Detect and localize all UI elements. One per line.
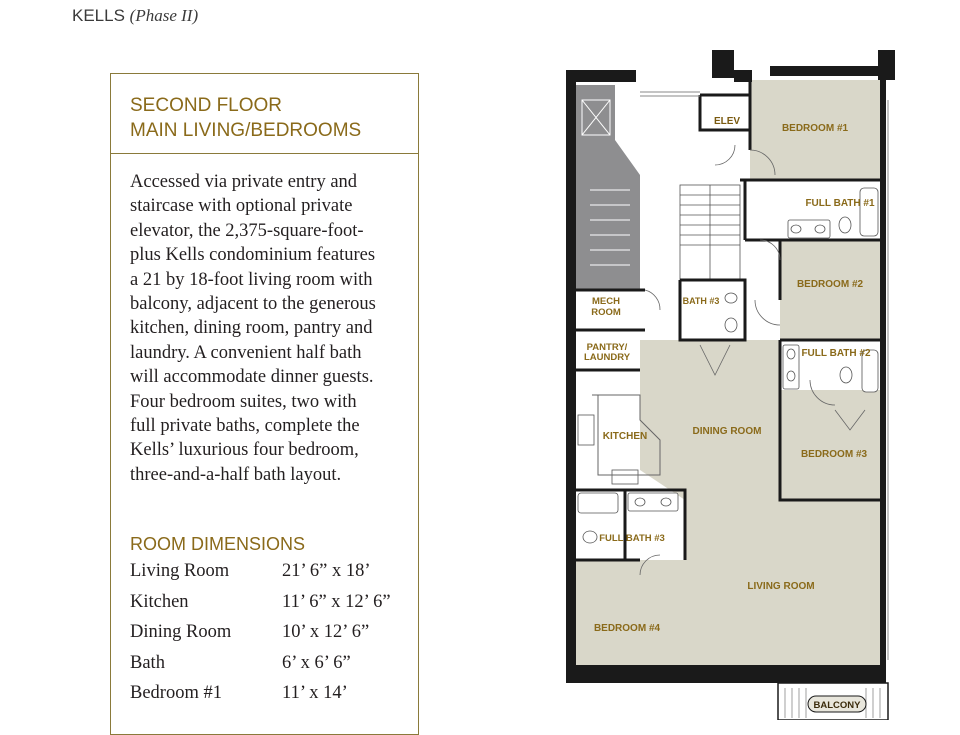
info-panel (110, 73, 419, 735)
wall-north-pier (712, 50, 734, 78)
wall-north-1 (566, 70, 636, 82)
label-elev: ELEV (713, 116, 741, 127)
dimension-size: 10’ x 12’ 6” (282, 622, 370, 642)
label-mech-line2: ROOM (591, 307, 621, 318)
bath3-walls (680, 280, 745, 340)
dimensions-title: ROOM DIMENSIONS (130, 534, 306, 554)
header-subtitle: (Phase II) (129, 6, 199, 25)
page-header (72, 6, 198, 26)
toilet-icon (839, 217, 851, 233)
panel-title (111, 74, 418, 154)
label-living: LIVING ROOM (747, 581, 815, 592)
sink-icon (787, 371, 795, 381)
description-line: Accessed via private entry and (130, 172, 358, 192)
label-bedroom1: BEDROOM #1 (781, 123, 849, 134)
description-line: balcony, adjacent to the generous (130, 294, 376, 315)
sink-icon (815, 225, 825, 233)
door-swing (715, 145, 735, 165)
sink-icon (725, 293, 737, 303)
sink-icon (635, 498, 645, 506)
label-kitchen: KITCHEN (602, 431, 648, 442)
stair-core (575, 85, 640, 290)
dimension-room: Living Room (130, 561, 230, 581)
description-line: staircase with optional private (130, 196, 353, 217)
label-pantry-line2: LAUNDRY (583, 352, 631, 363)
description (130, 170, 405, 487)
label-bath3: BATH #3 (682, 296, 720, 306)
wall-south (566, 665, 886, 683)
dimension-room: Dining Room (130, 622, 232, 642)
panel-title-line1: SECOND FLOOR (130, 95, 283, 116)
description-line: elevator, the 2,375-square-foot- (130, 220, 364, 241)
toilet-icon (840, 367, 852, 383)
label-dining: DINING ROOM (692, 426, 762, 437)
wall-west (566, 70, 576, 680)
label-bedroom2: BEDROOM #2 (796, 279, 864, 290)
toilet-icon (725, 318, 737, 332)
header-title: KELLS (72, 6, 125, 25)
dimension-room: Kitchen (130, 591, 189, 612)
dimension-size: 21’ 6” x 18’ (282, 561, 371, 581)
description-line: laundry. A convenient half bath (130, 342, 362, 363)
kitchen-sink-icon (612, 470, 638, 484)
label-mech-line1: MECH (592, 296, 620, 307)
description-line: Four bedroom suites, two with (130, 391, 357, 412)
panel-title-line2: MAIN LIVING/BEDROOMS (130, 120, 362, 141)
sink-icon (791, 225, 801, 233)
range-icon (578, 415, 594, 445)
label-fullbath2: FULL BATH #2 (801, 348, 871, 359)
bedroom4-fill (575, 560, 685, 665)
label-fullbath3: FULL BATH #3 (599, 533, 665, 544)
label-balcony: BALCONY (813, 700, 861, 711)
floor-plan (560, 40, 910, 720)
dimension-size: 11’ x 14’ (282, 683, 348, 703)
description-line: three-and-a-half bath layout. (130, 464, 342, 485)
wall-east (880, 75, 886, 680)
door-swing (755, 300, 780, 325)
door-swing (760, 240, 780, 260)
description-line: full private baths, complete the (130, 416, 360, 437)
label-bedroom3: BEDROOM #3 (800, 449, 868, 460)
door-swing (645, 290, 660, 310)
interior-stair (680, 185, 740, 280)
dimension-room: Bedroom #1 (130, 683, 222, 703)
sink-icon (787, 349, 795, 359)
label-pantry-line1: PANTRY/ (586, 342, 628, 353)
dimension-size: 6’ x 6’ 6” (282, 652, 351, 673)
dimension-size: 11’ 6” x 12’ 6” (282, 591, 391, 612)
description-line: will accommodate dinner guests. (130, 367, 374, 388)
description-line: a 21 by 18-foot living room with (130, 269, 373, 290)
bedroom3-fill (780, 390, 880, 500)
description-line: kitchen, dining room, pantry and (130, 318, 373, 339)
label-bedroom4: BEDROOM #4 (593, 623, 661, 634)
dimension-room: Bath (130, 652, 165, 673)
description-line: Kells’ luxurious four bedroom, (130, 440, 359, 461)
sink-icon (661, 498, 671, 506)
wall-north-3 (770, 66, 880, 76)
description-line: plus Kells condominium features (130, 245, 376, 266)
tub-bath1 (860, 188, 878, 236)
toilet-icon (583, 531, 597, 543)
label-fullbath1: FULL BATH #1 (805, 198, 875, 209)
tub-bath3 (578, 493, 618, 513)
bedroom2-fill (780, 240, 880, 340)
